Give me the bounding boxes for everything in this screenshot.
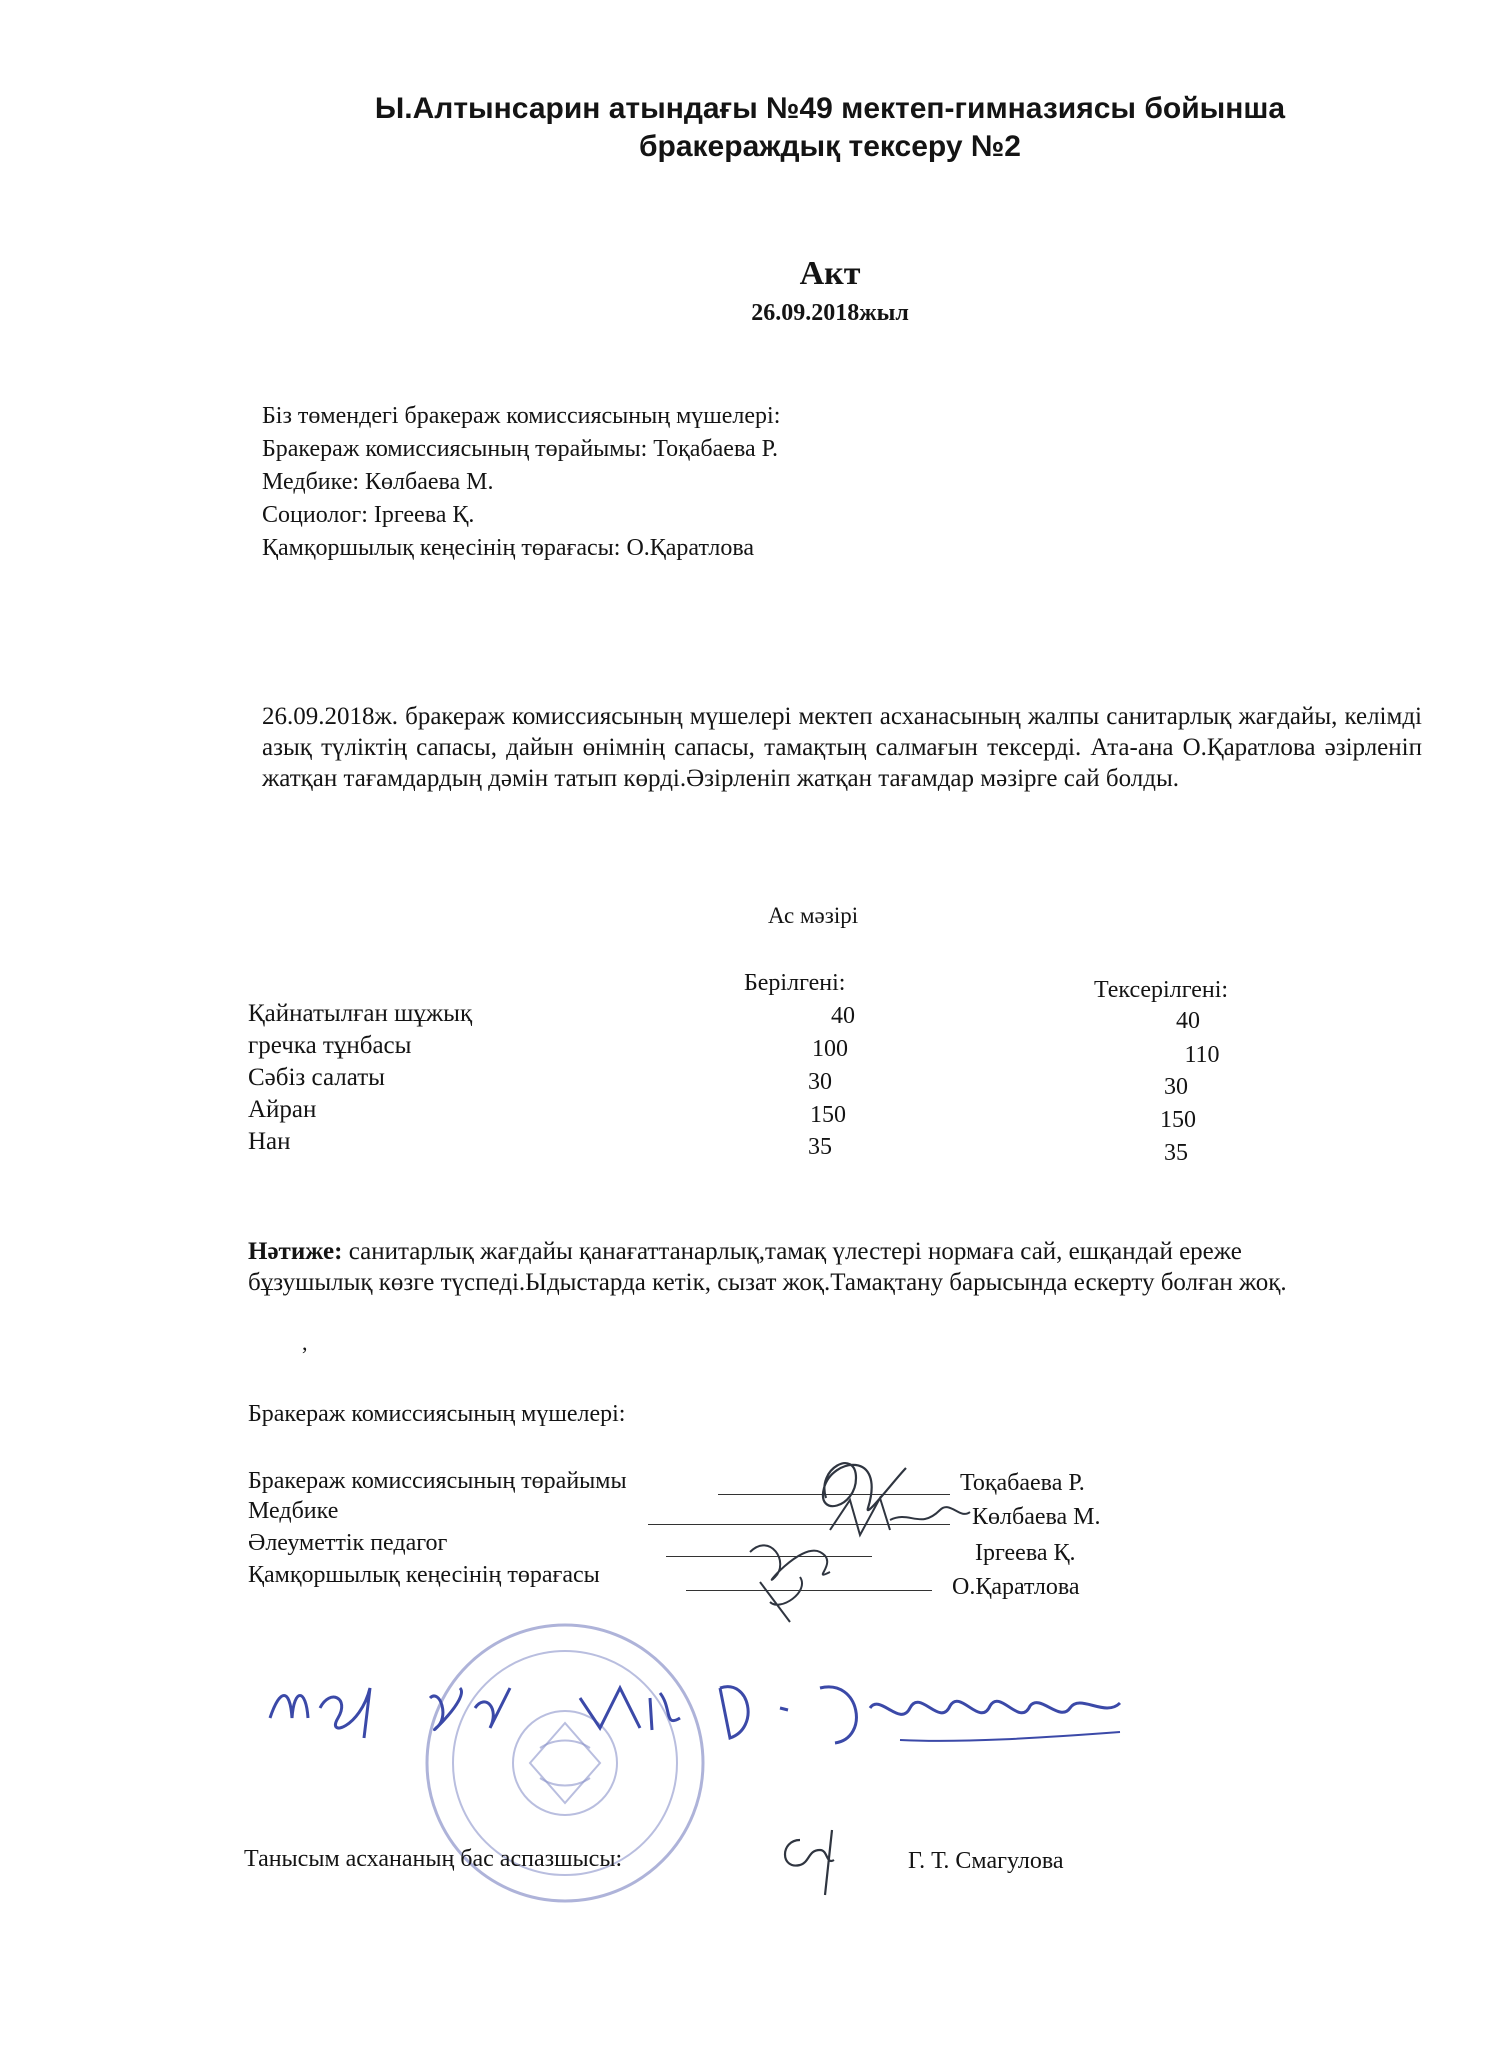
menu-row-checked: 40 (1176, 1008, 1200, 1034)
column-header-given: Берілгені: (744, 970, 846, 996)
menu-title: Ас мәзірі (768, 903, 859, 928)
footer-name: Г. Т. Смагулова (908, 1848, 1064, 1874)
footer-label: Танысым асхананың бас аспазшысы: (244, 1846, 623, 1872)
signature-pedagog-scribble (730, 1522, 890, 1632)
signature-role: Бракераж комиссиясының төрайымы (248, 1468, 627, 1494)
act-title: Акт (799, 255, 861, 292)
menu-row-given: 40 (831, 1003, 855, 1029)
menu-row-dish: Нан (248, 1128, 291, 1155)
menu-row-dish: Айран (248, 1096, 317, 1123)
header-line-1: Ы.Алтынсарин атындағы №49 мектеп-гимназиясы бойынша (374, 92, 1286, 125)
signatures-title: Бракераж комиссиясының мүшелері: (248, 1401, 626, 1427)
members-intro-line: Медбике: Көлбаева М. (262, 469, 494, 495)
members-intro-line: Бракераж комиссиясының төрайымы: Тоқабаева Р. (262, 436, 778, 462)
signature-chef-scribble (770, 1820, 850, 1900)
menu-row-given: 30 (808, 1069, 832, 1095)
members-intro-line: Социолог: Іргеева Қ. (262, 502, 475, 528)
menu-row-given: 35 (808, 1134, 832, 1160)
result-label: Нәтиже: (248, 1238, 343, 1265)
column-header-checked: Тексерілгені: (1094, 977, 1229, 1003)
result-text: санитарлық жағдайы қанағаттанарлық,тамақ үлестері нормаға сай, ешқандай ереже бұзушылық көзге түспеді.Ыдыстарда кетік, сызат жоқ.Тамақтану барысында ескерту болған жоқ. (248, 1238, 1287, 1296)
handwritten-note (260, 1648, 1140, 1758)
members-intro-line: Біз төмендегі бракераж комиссиясының мүшелері: (262, 403, 781, 429)
act-date: 26.09.2018жыл (751, 300, 909, 326)
header-line-2: бракераждық тексеру №2 (639, 130, 1021, 163)
menu-row-checked: 30 (1164, 1074, 1188, 1100)
menu-row-dish: Қайнатылған шұжық (248, 1000, 473, 1027)
signature-name: Тоқабаева Р. (960, 1470, 1085, 1496)
menu-row-dish: Сәбіз салаты (248, 1064, 385, 1091)
signature-role: Қамқоршылық кеңесінің төрағасы (248, 1562, 600, 1588)
signature-name: Көлбаева М. (972, 1504, 1101, 1530)
menu-row-checked: 150 (1160, 1107, 1196, 1133)
menu-row-dish: гречка тұнбасы (248, 1032, 412, 1059)
stray-comma: , (302, 1330, 308, 1355)
signature-name: Іргеева Қ. (975, 1540, 1076, 1566)
signature-role: Медбике (248, 1498, 339, 1524)
members-intro-line: Қамқоршылық кеңесінің төрағасы: О.Қаратлова (262, 535, 754, 561)
menu-row-checked: 35 (1164, 1140, 1188, 1166)
signature-role: Әлеуметтік педагог (248, 1530, 448, 1556)
result-paragraph (248, 1236, 1318, 1298)
body-paragraph: 26.09.2018ж. бракераж комиссиясының мүшелері мектеп асханасының жалпы санитарлық жағдайы, келімді азық түліктің сапасы, дайын өнімнің сапасы, тамақтың салмағын тексерді. Ата-ана О.Қаратлова әзірленіп жатқан тағамдардың дәмін татып көрді.Әзірленіп жатқан тағамдар мәзірге сай болды. (262, 703, 1422, 792)
menu-row-given: 100 (812, 1036, 848, 1062)
menu-row-given: 150 (810, 1102, 846, 1128)
menu-row-checked: 110 (1184, 1042, 1220, 1068)
signature-name: О.Қаратлова (952, 1574, 1080, 1600)
